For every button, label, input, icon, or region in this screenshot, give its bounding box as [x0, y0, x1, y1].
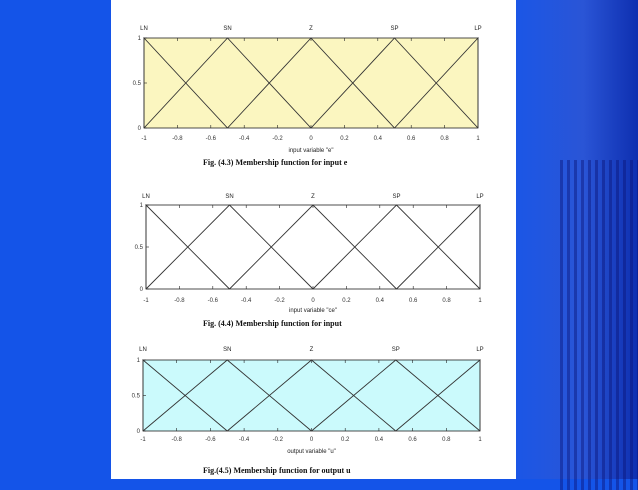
x-tick-label: -0.8 — [171, 437, 182, 443]
mf-label-sp: SP — [392, 194, 401, 200]
x-tick-label: -1 — [140, 437, 146, 443]
x-tick-label: 0.2 — [341, 437, 350, 443]
x-tick-label: 0.8 — [440, 136, 449, 142]
x-tick-label: -0.6 — [207, 298, 218, 304]
mf-label-ln: LN — [140, 26, 148, 32]
mf-label-sp: SP — [390, 26, 399, 32]
chart-panel-ce — [116, 182, 514, 328]
background-stripes — [560, 160, 638, 490]
x-tick-label: -1 — [141, 136, 147, 142]
x-tick-label: 1 — [478, 298, 482, 304]
x-tick-label: -0.8 — [172, 136, 183, 142]
chart-panel-e — [116, 0, 514, 173]
caption-fig-4-5: Fig.(4.5) Membership function for output u — [203, 466, 351, 475]
x-tick-label: 0.4 — [373, 136, 382, 142]
mf-label-sn: SN — [223, 26, 232, 32]
x-tick-label: 0 — [311, 298, 315, 304]
y-tick-label: 1 — [137, 36, 141, 42]
x-tick-label: 0.2 — [342, 298, 351, 304]
y-tick-label: 0.5 — [134, 245, 143, 251]
x-tick-label: -0.4 — [238, 437, 250, 443]
x-tick-label: 1 — [478, 437, 482, 443]
x-tick-label: -0.4 — [241, 298, 252, 304]
mf-label-z: Z — [309, 26, 313, 32]
y-tick-label: 0 — [139, 287, 143, 293]
x-tick-label: 0 — [309, 136, 313, 142]
x-tick-label: 0.4 — [374, 437, 384, 443]
x-axis-label: output variable "u" — [287, 449, 336, 455]
x-tick-label: 0.8 — [442, 298, 451, 304]
chart-svg-u — [116, 332, 514, 479]
y-tick-label: 0 — [136, 429, 140, 435]
y-tick-label: 0.5 — [132, 81, 141, 87]
y-tick-label: 1 — [136, 358, 140, 364]
x-tick-label: 0.6 — [409, 298, 418, 304]
mf-label-sp: SP — [391, 347, 400, 353]
caption-fig-4-4: Fig. (4.4) Membership function for input — [203, 319, 342, 328]
x-tick-label: 1 — [476, 136, 480, 142]
caption-fig-4-3: Fig. (4.3) Membership function for input e — [203, 158, 348, 167]
mf-label-ln: LN — [142, 194, 150, 200]
y-tick-label: 0 — [137, 126, 141, 132]
x-tick-label: 0.4 — [375, 298, 384, 304]
mf-label-lp: LP — [476, 194, 484, 200]
mf-label-sn: SN — [225, 194, 234, 200]
plot-area — [146, 205, 480, 289]
x-axis-label: input variable "ce" — [289, 308, 337, 314]
x-tick-label: -0.2 — [272, 136, 283, 142]
x-tick-label: 0.6 — [408, 437, 417, 443]
x-tick-label: -0.6 — [205, 437, 216, 443]
x-tick-label: 0.6 — [407, 136, 416, 142]
mf-label-lp: LP — [476, 347, 484, 353]
x-axis-label: input variable "e" — [288, 148, 334, 154]
chart-svg-ce — [116, 182, 514, 328]
chart-panel-u — [116, 332, 514, 479]
y-tick-label: 1 — [139, 203, 143, 209]
mf-label-ln: LN — [139, 347, 147, 353]
x-tick-label: 0.8 — [442, 437, 451, 443]
x-tick-label: -0.2 — [274, 298, 285, 304]
x-tick-label: -1 — [143, 298, 149, 304]
x-tick-label: -0.2 — [272, 437, 283, 443]
x-tick-label: -0.4 — [239, 136, 250, 142]
mf-label-z: Z — [311, 194, 315, 200]
x-tick-label: 0.2 — [340, 136, 349, 142]
x-tick-label: -0.8 — [174, 298, 185, 304]
mf-label-lp: LP — [474, 26, 482, 32]
mf-label-sn: SN — [223, 347, 232, 353]
plot-area — [144, 38, 478, 128]
chart-svg-e — [116, 0, 514, 173]
x-tick-label: -0.6 — [205, 136, 216, 142]
mf-label-z: Z — [309, 347, 314, 353]
y-tick-label: 0.5 — [131, 393, 140, 400]
plot-area — [143, 360, 480, 431]
x-tick-label: 0 — [309, 437, 314, 443]
